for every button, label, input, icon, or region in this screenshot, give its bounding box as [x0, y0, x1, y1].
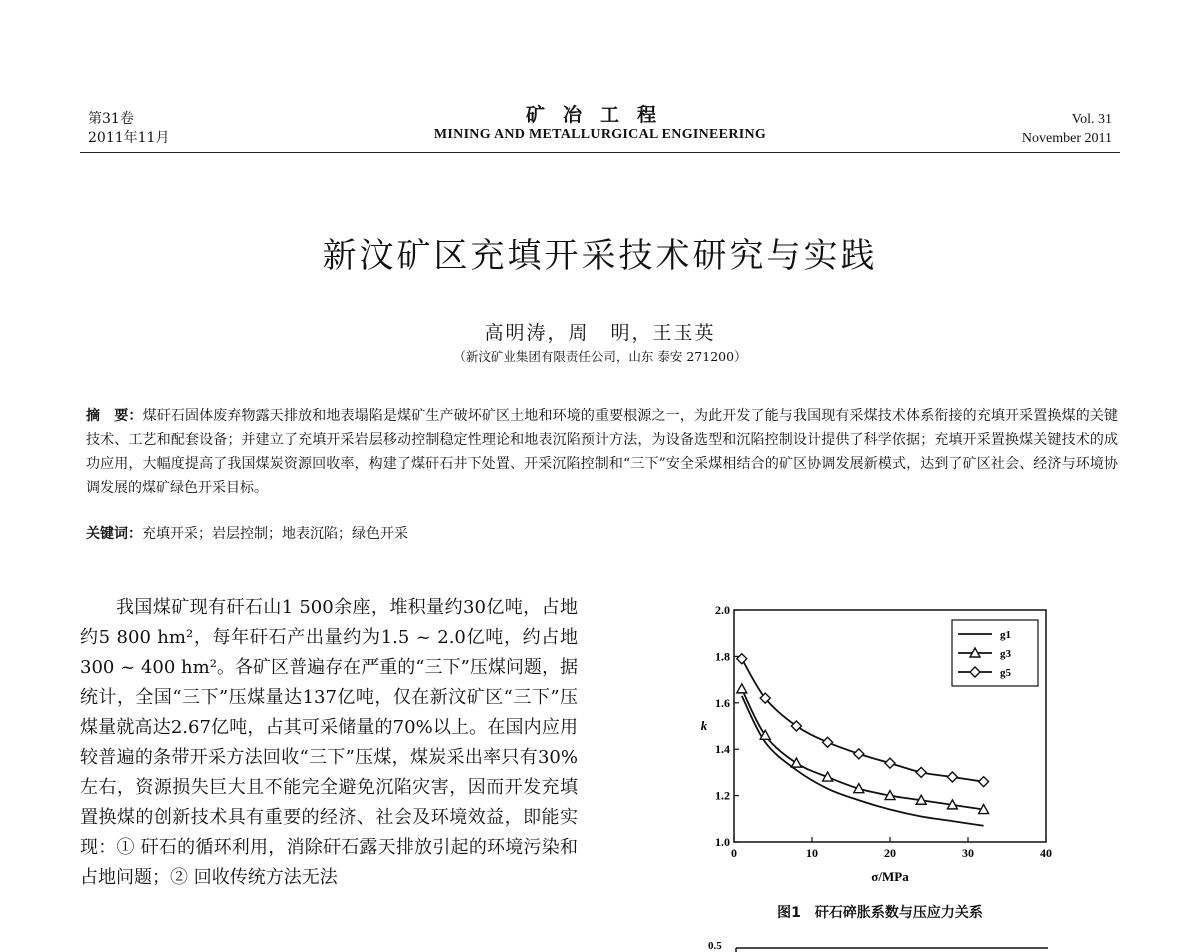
y-tick-label: 1.4 [715, 742, 730, 757]
affiliation: （新汶矿业集团有限责任公司，山东 泰安 271200） [453, 349, 747, 364]
y-tick-label: 1.2 [715, 788, 730, 803]
keywords-text: 充填开采；岩层控制；地表沉陷；绿色开采 [142, 526, 408, 542]
x-tick-label: 30 [962, 846, 974, 860]
data-point-g3 [791, 758, 801, 767]
legend-label-g5: g5 [1000, 667, 1011, 679]
y-axis-label: k [700, 718, 708, 733]
header-center [0, 106, 1200, 144]
data-point-g5 [823, 737, 833, 747]
abstract-text: 煤矸石固体废弃物露天排放和地表塌陷是煤矿生产破坏矿区土地和环境的重要根源之一，为此开发了能与我国现有采煤技术体系衔接的充填开采置换煤的关键技术、工艺和配套设备；并建立了充填开采岩层移动控制稳定性理论和地表沉陷预计方法，为设备选型和沉陷控制设计提供了科学依据；充填开采置换煤关键技术的成功应用，大幅度提高了我国煤炭资源回收率，构建了煤矸石井下处置、开采沉陷控制和“三下”安全采煤相结合的矿区协调发展新模式，达到了矿区社会、经济与环境协调发展的煤矿绿色开采目标。 [86, 408, 1119, 496]
legend-label-g3: g3 [1000, 648, 1011, 660]
series-line-g5 [742, 659, 984, 782]
abstract [86, 404, 1118, 500]
data-point-g5 [854, 749, 864, 759]
article-title: 新汶矿区充填开采技术研究与实践 [322, 236, 878, 276]
figure-1-chart [690, 598, 1070, 888]
x-axis-label: σ/MPa [871, 869, 909, 884]
journal-title-cn: 矿冶工程 [525, 104, 674, 126]
data-point-g5 [885, 758, 895, 768]
keywords-label: 关键词： [86, 526, 142, 542]
y-tick-label: 1.0 [715, 835, 730, 849]
date-en: November 2011 [1021, 131, 1112, 146]
figure-2-tick-label: 0.5 [708, 940, 722, 952]
figure-1-caption: 图1 矸石碎胀系数与压应力关系 [777, 905, 983, 921]
header-rule [80, 152, 1120, 153]
legend-label-g1: g1 [1000, 629, 1011, 641]
x-tick-label: 10 [806, 846, 818, 860]
data-point-g5 [916, 767, 926, 777]
x-tick-label: 40 [1040, 846, 1052, 860]
header-right [1022, 110, 1112, 148]
date-cn: 2011年11月 [88, 130, 170, 146]
body-paragraph: 我国煤矿现有矸石山1 500余座，堆积量约30亿吨，占地约5 800 hm²，每年矸石产出量约为1.5 ~ 2.0亿吨，约占地300 ~ 400 hm²。各矿区普遍存在严重的“三下”压煤问题，据统计，全国“三下”压煤量达137亿吨，仅在新汶矿区“三下”压煤量就高达2.67亿吨，占其可采储量的70%以上。在国内应用较普遍的条带开采方法回收“三下”压煤，煤炭采出率只有30%左右，资源损失巨大且不能完全避免沉陷灾害，因而开发充填置换煤的创新技术具有重要的经济、社会及环境效益，即能实现：① 矸石的循环利用，消除矸石露天排放引起的环境污染和占地问题；② 回收传统方法无法 [80, 597, 578, 888]
x-tick-label: 0 [731, 846, 737, 860]
data-point-g5 [947, 772, 957, 782]
data-point-g3 [737, 684, 747, 693]
volume-en: Vol. 31 [1071, 112, 1112, 127]
y-tick-label: 1.8 [715, 649, 730, 664]
keywords [86, 524, 408, 544]
body-text [80, 593, 578, 893]
y-tick-label: 2.0 [715, 603, 730, 617]
y-tick-label: 1.6 [715, 695, 730, 710]
series-line-g1 [742, 696, 984, 826]
authors: 高明涛，周 明，王玉英 [484, 322, 716, 344]
series-g5 [737, 654, 989, 787]
x-tick-label: 20 [884, 846, 896, 860]
volume-cn: 第31卷 [88, 111, 134, 127]
data-point-g5 [979, 777, 989, 787]
series-g3 [737, 684, 989, 814]
abstract-label: 摘 要： [86, 408, 143, 424]
figure-2-chart [708, 938, 1048, 952]
data-point-g5 [737, 654, 747, 664]
journal-title-en: MINING AND METALLURGICAL ENGINEERING [433, 127, 767, 142]
series-g1 [742, 696, 984, 826]
